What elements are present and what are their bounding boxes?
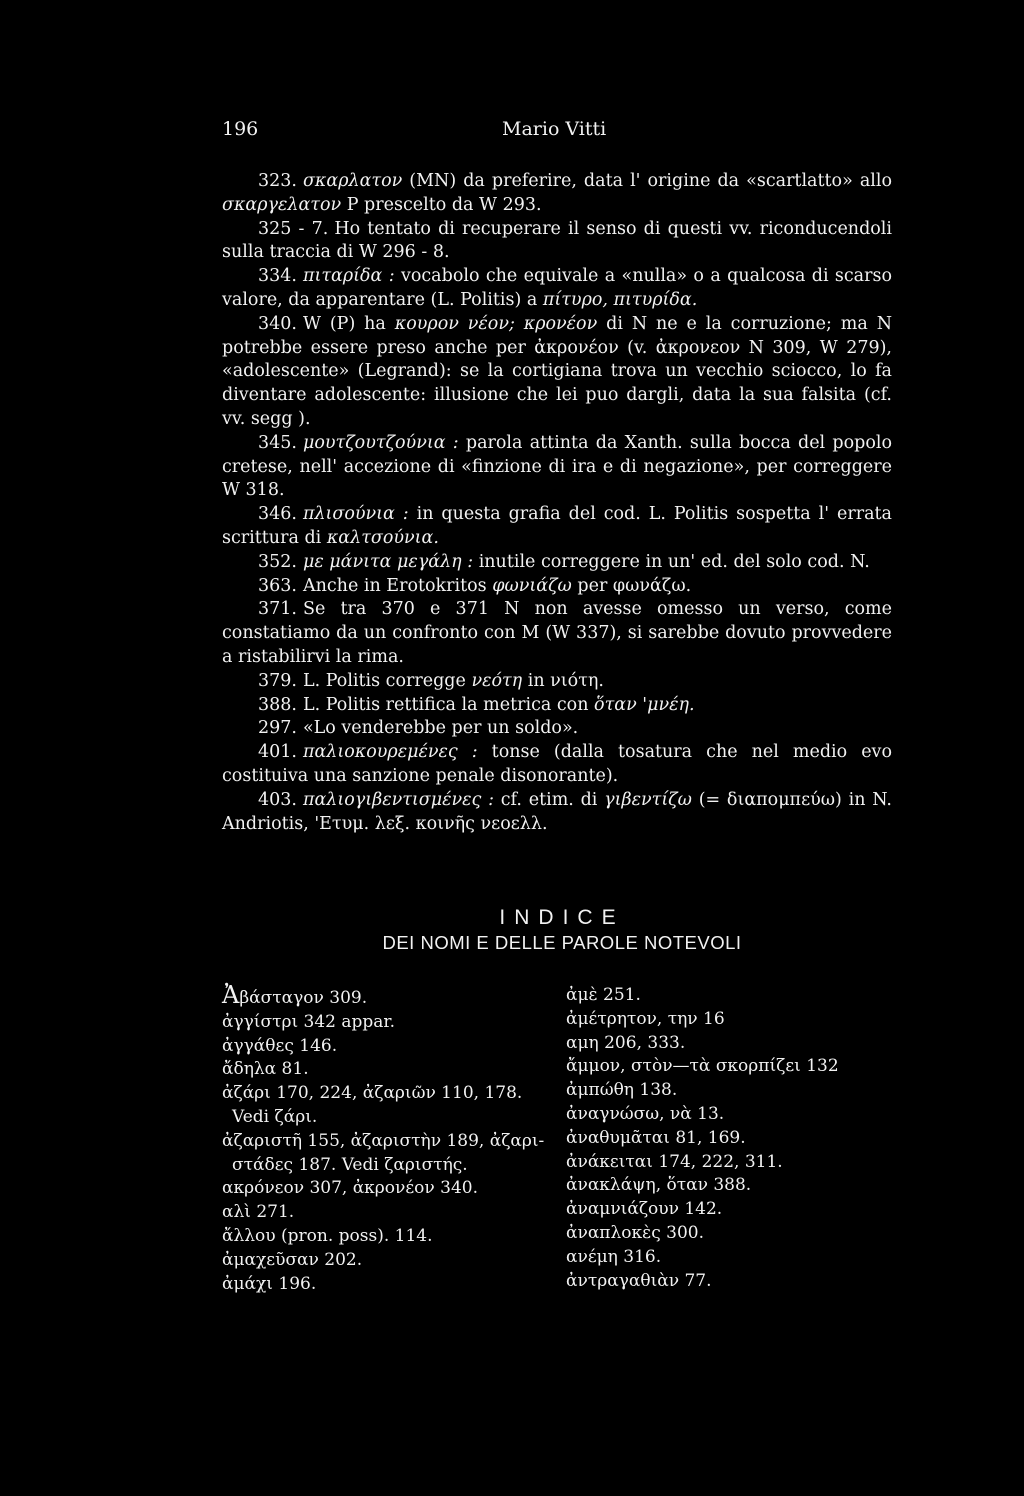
index-entry-text: ἄλλου (pron. poss). 114. (222, 1225, 433, 1246)
note-number: 346. (258, 504, 297, 525)
page-number: 196 (222, 118, 259, 140)
note-number: 340. (258, 313, 297, 334)
index-entry (222, 1154, 552, 1178)
note-text: L. Politis rettifica la metrica con (302, 694, 595, 715)
note-paragraph (222, 503, 892, 551)
note-number: 345. (258, 432, 297, 453)
index-entry: αμη 206, 333. (566, 1032, 686, 1053)
index-entry: ἀμὲ 251. (566, 985, 641, 1005)
note-text: Se tra 370 e 371 N non avesse omesso un verso, come constatiamo da un confronto con M (W 337), si sarebbe dovuto provvedere a ristabilirvi la rima. (222, 599, 892, 667)
note-number: 352. (258, 551, 297, 572)
index-entry (222, 981, 552, 1011)
note-paragraph (222, 598, 892, 669)
note-text: (MN) da preferire, data l' origine da «scartlatto» allo (402, 171, 892, 191)
index-entry-text: ἀζάρι 170, 224, ἀζαριῶν 110, 178. (222, 1083, 523, 1104)
index-entry-text: ἀμάχι 196. (222, 1273, 317, 1294)
critical-notes (222, 170, 892, 836)
index-entry-text: ἀζαριστῆ 155, ἀζαριστὴν 189, ἀζαρι- (222, 1130, 545, 1151)
note-greek-term: σκαρλατον (302, 171, 403, 191)
index-entry: ἀναμνιάζουν 142. (566, 1199, 723, 1220)
index-title: INDICE (499, 906, 625, 929)
note-text: P prescelto da W 293. (341, 194, 542, 215)
note-text: tonse (dalla tosatura che nel medio evo costituiva una sanzione penale disonorante). (222, 742, 892, 786)
index-entry: ἀμπώθη 138. (566, 1080, 678, 1101)
note-text: vocabolo che equivale a «nulla» o a qualcosa di scarso valore, da apparentare (L. Politis) a (222, 266, 892, 310)
note-paragraph (222, 717, 892, 741)
running-head-author: Mario Vitti (502, 118, 607, 140)
note-greek-term: φωνιάζω (492, 575, 572, 596)
index-entry (222, 1130, 552, 1154)
note-paragraph (222, 789, 892, 837)
note-paragraph (222, 575, 892, 599)
note-number: 403. (258, 789, 297, 810)
index-entry (222, 1011, 552, 1035)
note-greek-term: σκαργελατον (222, 194, 342, 215)
index-entry-initial: Ἀ (222, 981, 240, 1009)
note-text: W (P) ha (302, 313, 395, 334)
note-number: 388. (258, 694, 297, 715)
note-text: «Lo venderebbe per un soldo». (302, 718, 579, 739)
note-greek-term: πιταρίδα : (302, 266, 395, 287)
index-entry-text: στάδες 187. Vedi ζαριστής. (232, 1154, 468, 1175)
index-entry-text: ἄδηλα 81. (222, 1059, 309, 1080)
note-paragraph (222, 551, 892, 575)
note-text: di N ne e la corruzione; ma N potrebbe essere preso anche per ἀκρονέον (v. ἀκρονεον N 309, W 279), «adolescente» (Legrand): se la cortigiana trova un vecchio sciocco, lo fa diventare adolescente: illusione che lei puo dargli, data la sua falsita (cf. vv. segg ). (222, 313, 893, 429)
index-entry-text: ἀγγίστρι 342 appar. (222, 1011, 396, 1032)
index-entry: ἀνάκειται 174, 222, 311. (566, 1151, 783, 1172)
note-text: L. Politis corregge (302, 670, 472, 691)
index-entry (222, 1225, 552, 1249)
note-greek-term: πλισούνια : (302, 504, 409, 525)
index-entry: ἀνακλάψη, ὅταν 388. (566, 1175, 752, 1196)
note-number: 297. (258, 718, 297, 739)
note-number: 334. (258, 266, 297, 287)
index-entry-text: ακρόνεον 307, ἀκρονέον 340. (222, 1178, 479, 1199)
note-greek-term: κουρον νέον; κρονέον (394, 313, 598, 334)
running-head (222, 118, 902, 144)
note-number: 363. (258, 575, 297, 596)
note-text: per φωνάζω. (571, 575, 692, 596)
index-column-right (566, 984, 886, 1293)
note-text: in questa grafia del cod. L. Politis sospetta l' errata scrittura di (222, 504, 892, 548)
note-greek-term: νεότη (471, 670, 523, 691)
note-number: 379. (258, 670, 297, 691)
note-greek-term: πίτυρο, πιτυρίδα. (542, 289, 698, 310)
note-text: inutile correggere in un' ed. del solo cod. N. (473, 551, 870, 572)
index-subtitle: DEI NOMI E DELLE PAROLE NOTEVOLI (382, 932, 742, 953)
note-number: 323. (258, 171, 297, 191)
index-entry (222, 1201, 552, 1225)
note-text: cf. etim. di (493, 789, 605, 810)
note-paragraph (222, 432, 892, 503)
index-column-left (222, 981, 552, 1296)
index-entry: ἀντραγαθιὰν 77. (566, 1270, 712, 1291)
note-greek-term: γιβεντίζω (604, 789, 692, 810)
note-greek-term: ὅταν 'μνέη. (594, 694, 695, 715)
note-text: in νιότη. (522, 670, 604, 691)
note-paragraph (222, 741, 892, 789)
note-paragraph (222, 313, 892, 432)
note-greek-term: παλιογιβεντισμένες : (302, 789, 494, 810)
note-paragraph (222, 670, 892, 694)
note-greek-term: με μάνιτα μεγάλη : (302, 551, 474, 572)
note-text: Anche in Erotokritos (302, 575, 493, 596)
index-entry (222, 1177, 552, 1201)
index-entry-text: ἀμαχεῦσαν 202. (222, 1249, 363, 1270)
index-entry (222, 1082, 552, 1106)
index-entry: ανέμη 316. (566, 1246, 662, 1267)
note-text: (= διαπομπεύω) in N. Andriotis, 'Ετυμ. λεξ. κοινῆς νεοελλ. (222, 789, 892, 834)
note-paragraph (222, 265, 892, 313)
note-text: parola attinta da Xanth. sulla bocca del popolo cretese, nell' accezione di «finzione di ira e di negazione», per correggere W 318. (222, 432, 893, 501)
note-number: 325 - 7. (258, 218, 329, 239)
index-entry: ἀναπλοκὲς 300. (566, 1222, 705, 1243)
note-paragraph (222, 694, 892, 718)
note-paragraph (222, 218, 892, 266)
index-entry-text: βάσταγον 309. (239, 988, 368, 1008)
index-entry-text: Vedi ζάρι. (232, 1106, 318, 1127)
index-entry (222, 1106, 552, 1130)
index-entry: ἀμέτρητον, την 16 (566, 1008, 725, 1029)
note-number: 401. (258, 742, 297, 763)
index-entry: ἀναθυμᾶται 81, 169. (566, 1127, 746, 1148)
note-greek-term: παλιοκουρεμένες : (302, 742, 478, 763)
index-entry: ἄμμον, στὸν—τὰ σκορπίζει 132 (566, 1056, 839, 1077)
index-entry-text: ἀγγάθες 146. (222, 1035, 338, 1056)
index-entry: ἀναγνώσω, νὰ 13. (566, 1103, 725, 1124)
note-greek-term: μουτζουτζούνια : (302, 432, 459, 453)
note-greek-term: καλτσούνια. (326, 527, 439, 548)
index-entry (222, 1058, 552, 1082)
index-entry (222, 1249, 552, 1273)
note-paragraph (222, 170, 892, 218)
index-entry (222, 1273, 552, 1297)
note-text: Ho tentato di recuperare il senso di questi vv. riconducendoli sulla traccia di W 296 - 8. (222, 218, 893, 263)
note-number: 371. (258, 599, 297, 620)
index-entry (222, 1035, 552, 1059)
index-entry-text: αλὶ 271. (222, 1202, 295, 1223)
